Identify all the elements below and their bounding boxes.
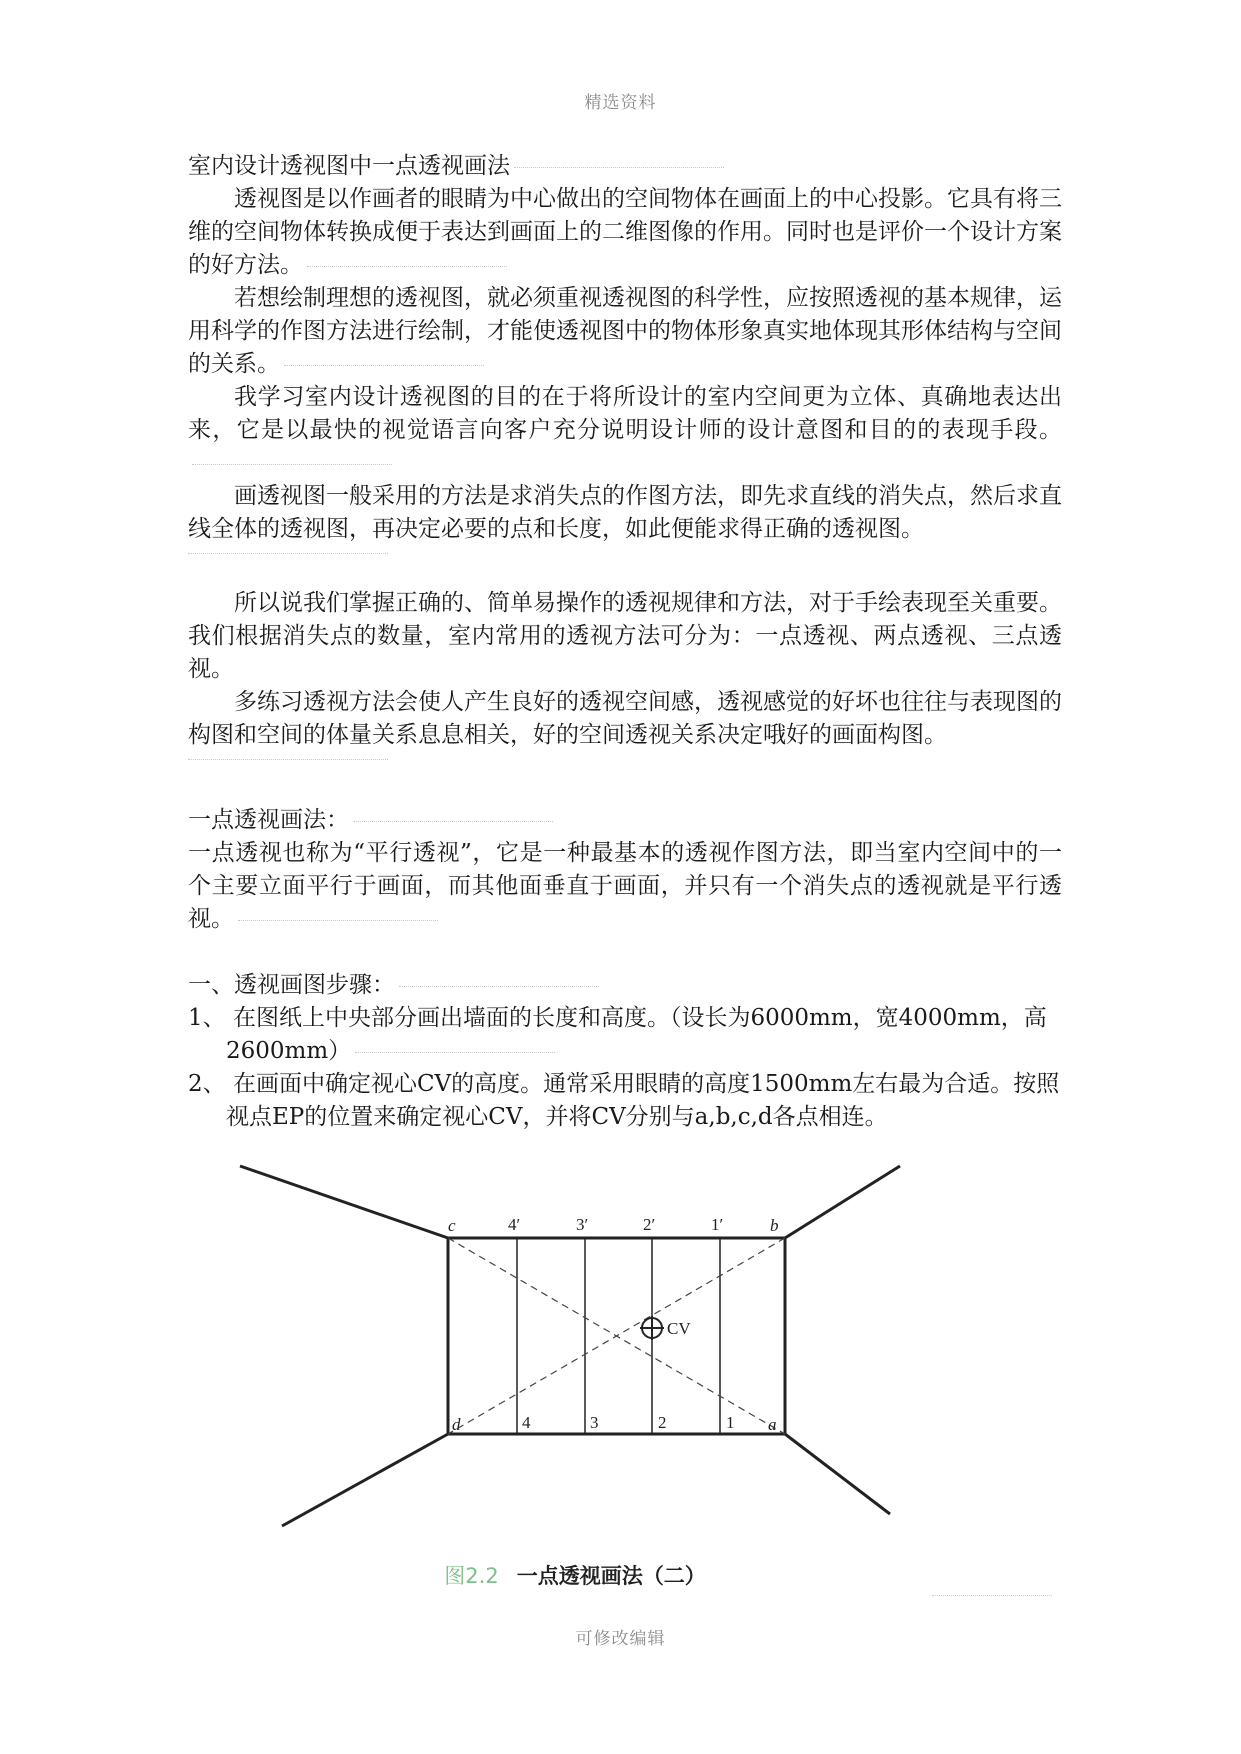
label-b: b: [770, 1216, 779, 1235]
dotted-leader: [192, 463, 392, 465]
page-header: 精选资料: [584, 93, 657, 113]
document-title: [188, 150, 1062, 183]
spacer: [188, 760, 1062, 804]
figure-title: 一点透视画法（二）: [516, 1564, 706, 1588]
spacer: [188, 936, 1062, 969]
step-text: 1、 在图纸上中央部分画出墙面的长度和高度。（设长为6000mm，宽4000mm，高2600mm）: [188, 1005, 1047, 1064]
paragraph: [188, 587, 1062, 686]
dotted-leader: [353, 820, 553, 822]
cv-marker: [640, 1316, 664, 1340]
label-bottom-2: 2: [658, 1413, 667, 1432]
document-body: [188, 150, 1062, 1134]
dotted-leader: [355, 1051, 555, 1053]
paragraph-text: 透视图是以作画者的眼睛为中心做出的空间物体在画面上的中心投影。它具有将三维的空间物体转换成便于表达到画面上的二维图像的作用。同时也是评价一个设计方案的好方法。: [188, 186, 1062, 278]
ceiling-edge-right: [785, 1166, 900, 1238]
label-top-4: 4′: [508, 1215, 521, 1234]
section-heading: [188, 804, 1062, 837]
paragraph: [188, 686, 1062, 760]
ceiling-edge-left: [240, 1166, 448, 1238]
paragraph: [188, 381, 1062, 480]
dotted-leader: [307, 265, 507, 267]
floor-edge-right: [785, 1434, 890, 1514]
spacer: [188, 554, 1062, 587]
steps-heading: [188, 969, 1062, 1002]
step-text: 2、 在画面中确定视心CV的高度。通常采用眼睛的高度1500mm左右最为合适。按照视点EP的位置来确定视心CV，并将CV分别与a,b,c,d各点相连。: [188, 1071, 1060, 1130]
label-top-2: 2′: [643, 1215, 656, 1234]
label-bottom-4: 4: [522, 1413, 531, 1432]
label-bottom-3: 3: [590, 1413, 599, 1432]
dotted-leader: [284, 364, 484, 366]
label-c: c: [448, 1216, 456, 1235]
dotted-leader: [238, 919, 438, 921]
dotted-leader: [514, 166, 724, 168]
figure-caption: [230, 1560, 920, 1590]
paragraph-text: 所以说我们掌握正确的、简单易操作的透视规律和方法，对于手绘表现至关重要。我们根据消失点的数量，室内常用的透视方法可分为：一点透视、两点透视、三点透视。: [188, 590, 1062, 682]
section-paragraph-text: 一点透视也称为“平行透视”，它是一种最基本的透视作图方法，即当室内空间中的一个主要立面平行于画面，而其他面垂直于画面，并只有一个消失点的透视就是平行透视。: [188, 840, 1062, 932]
label-d: d: [452, 1415, 461, 1434]
dotted-leader: [399, 985, 599, 987]
perspective-diagram: [230, 1150, 920, 1620]
diagonal-b-d: [448, 1238, 785, 1434]
section-paragraph: [188, 837, 1062, 936]
step-item: [188, 1068, 1062, 1134]
section-heading-text: 一点透视画法：: [188, 807, 349, 833]
paragraph: [188, 183, 1062, 282]
dotted-leader: [932, 1594, 1052, 1596]
label-cv: CV: [667, 1319, 691, 1338]
label-bottom-1: 1: [726, 1413, 735, 1432]
steps-heading-text: 一、透视画图步骤：: [188, 972, 395, 998]
page-footer: 可修改编辑: [575, 1629, 666, 1649]
paragraph: [188, 480, 1062, 554]
step-item: [188, 1002, 1062, 1068]
figure-number: 图2.2: [444, 1564, 499, 1588]
diagram-svg: [230, 1150, 920, 1550]
label-top-1: 1′: [711, 1215, 724, 1234]
paragraph: [188, 282, 1062, 381]
paragraph-text: 画透视图一般采用的方法是求消失点的作图方法，即先求直线的消失点，然后求直线全体的透视图，再决定必要的点和长度，如此便能求得正确的透视图。: [188, 483, 1062, 542]
label-top-3: 3′: [576, 1215, 589, 1234]
title-text: 室内设计透视图中一点透视画法: [188, 153, 510, 179]
paragraph-text: 若想绘制理想的透视图，就必须重视透视图的科学性，应按照透视的基本规律，运用科学的作图方法进行绘制，才能使透视图中的物体形象真实地体现其形体结构与空间的关系。: [188, 285, 1062, 377]
paragraph-text: 我学习室内设计透视图的目的在于将所设计的室内空间更为立体、真确地表达出来，它是以最快的视觉语言向客户充分说明设计师的设计意图和目的的表现手段。: [188, 384, 1062, 443]
label-a: a: [768, 1415, 777, 1434]
floor-edge-left: [282, 1434, 448, 1526]
paragraph-text: 多练习透视方法会使人产生良好的透视空间感，透视感觉的好坏也往往与表现图的构图和空间的体量关系息息相关，好的空间透视关系决定哦好的画面构图。: [188, 689, 1062, 748]
